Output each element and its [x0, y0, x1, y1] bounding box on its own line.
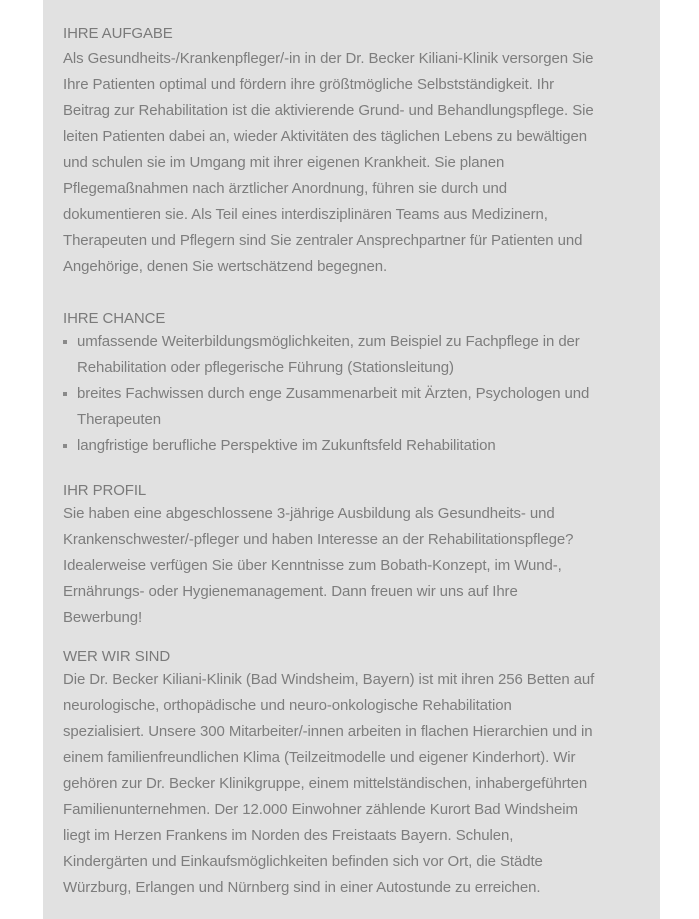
chance-list: [63, 329, 642, 459]
list-item-text: langfristige berufliche Perspektive im Zukunftsfeld Rehabilitation: [77, 437, 496, 454]
section-heading: WER WIR SIND: [63, 648, 171, 665]
list-item: [63, 433, 642, 459]
section-text: Sie haben eine abgeschlossene 3-jährige Ausbildung als Gesundheits- und Krankenschwester/-pfleger und haben Interesse an der Rehabilitationspflege? Idealerweise verfügen Sie über Kenntnisse zum Bobath-Konzept, im Wund-, Ernährungs- oder Hygienemanagement. Dann freuen wir uns auf Ihre Bewerbung!: [63, 505, 574, 626]
job-description-panel: [43, 0, 660, 919]
section-text: Als Gesundheits-/Krankenpfleger/-in in der Dr. Becker Kiliani-Klinik versorgen Sie Ihre Patienten optimal und fördern ihre größtmögliche Selbstständigkeit. Ihr Beitrag zur Rehabilitation ist die aktivierende Grund- und Behandlungspflege. Sie leiten Patienten dabei an, wieder Aktivitäten des täglichen Lebens zu bewältigen und schulen sie im Umgang mit ihrer eigenen Krankheit. Sie planen Pflegemaßnahmen nach ärztlicher Anordnung, führen sie durch und dokumentieren sie. Als Teil eines interdisziplinären Teams aus Medizinern, Therapeuten und Pflegern sind Sie zentraler Ansprechpartner für Patienten und Angehörige, denen Sie wertschätzend begegnen.: [63, 50, 594, 275]
list-item-text: umfassende Weiterbildungsmöglichkeiten, zum Beispiel zu Fachpflege in der Rehabilitation oder pflegerische Führung (Stationsleitung): [77, 333, 580, 376]
list-item-text: breites Fachwissen durch enge Zusammenarbeit mit Ärzten, Psychologen und Therapeuten: [77, 385, 590, 428]
bullet-icon: [63, 340, 67, 344]
section-ihre-aufgabe: [63, 24, 642, 280]
section-heading: IHR PROFIL: [63, 482, 147, 499]
section-text: Die Dr. Becker Kiliani-Klinik (Bad Windsheim, Bayern) ist mit ihren 256 Betten auf neurologische, orthopädische und neuro-onkologische Rehabilitation spezialisiert. Unsere 300 Mitarbeiter/-innen arbeiten in flachen Hierarchien und in einem familienfreundlichen Klima (Teilzeitmodelle und eigener Kinderhort). Wir gehören zur Dr. Becker Klinikgruppe, einem mittelständischen, inhabergeführten Familienunternehmen. Der 12.000 Einwohner zählende Kurort Bad Windsheim liegt im Herzen Frankens im Norden des Freistaats Bayern. Schulen, Kindergärten und Einkaufsmöglichkeiten befinden sich vor Ort, die Städte Würzburg, Erlangen und Nürnberg sind in einer Autostunde zu erreichen.: [63, 671, 595, 896]
section-ihre-chance: [63, 309, 642, 459]
section-heading: IHRE AUFGABE: [63, 25, 173, 42]
bullet-icon: [63, 444, 67, 448]
bullet-icon: [63, 392, 67, 396]
section-wer-wir-sind: [63, 647, 642, 901]
section-heading: IHRE CHANCE: [63, 310, 166, 327]
list-item: [63, 329, 642, 381]
section-ihr-profil: [63, 481, 642, 631]
list-item: [63, 381, 642, 433]
